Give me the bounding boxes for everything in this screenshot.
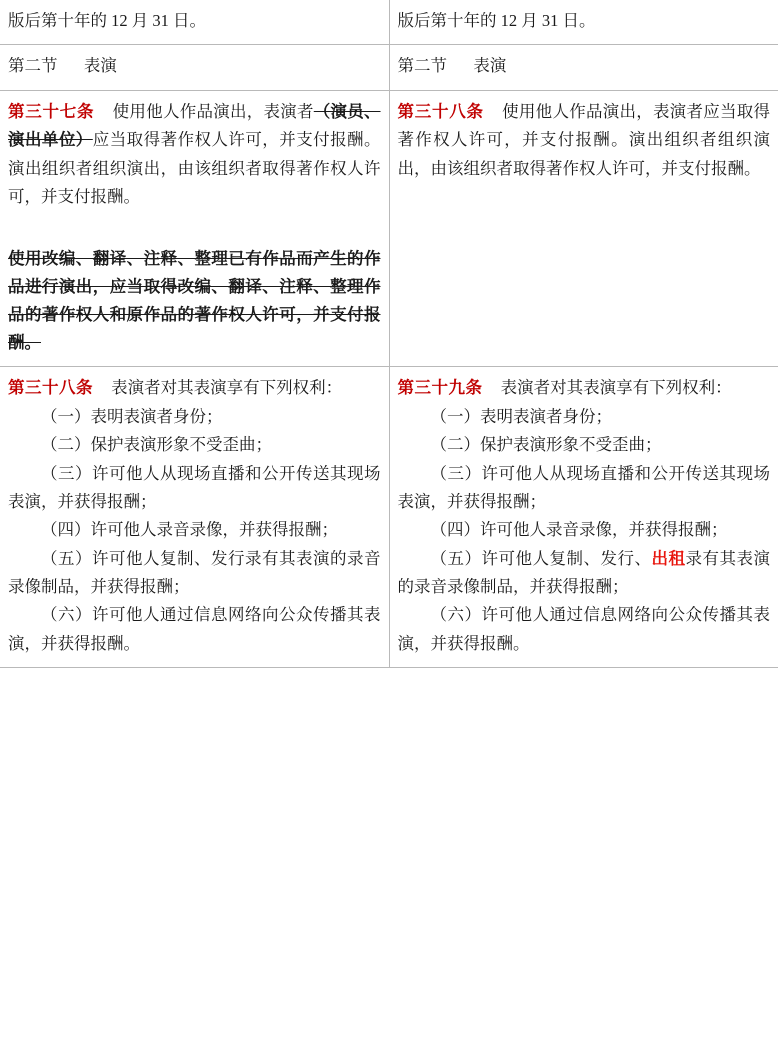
list-item: （四）许可他人录音录像，并获得报酬； [41, 520, 338, 540]
paragraph-text: 版后第十年的 12 月 31 日。 [8, 11, 206, 30]
list-item: （六）许可他人通过信息网络向公众传播其表演，并获得报酬。 [397, 605, 770, 653]
list-item-text-before: （五）许可他人复制、发行、 [430, 548, 652, 568]
table-cell-old-version [0, 367, 389, 668]
article-number: 第三十九条 [397, 378, 483, 398]
section-title: 表演 [473, 56, 507, 76]
list-item: （四）许可他人录音录像，并获得报酬； [430, 520, 728, 540]
article-text-before: 使用他人作品演出，表演 [112, 101, 297, 121]
paragraph-spacer [8, 211, 381, 245]
article-paragraph [8, 98, 381, 212]
list-item: （六）许可他人通过信息网络向公众传播其表演，并获得报酬。 [8, 605, 381, 653]
list-item: （二）保护表演形象不受歪曲； [430, 435, 662, 455]
table-row [0, 367, 778, 668]
table-row [0, 90, 778, 367]
table-cell-new-version [389, 0, 778, 45]
list-item: （三）许可他人从现场直播和公开传送其现场表演，并获得报酬； [8, 463, 381, 511]
list-item-highlighted [398, 545, 771, 602]
list-item: （一）表明表演者身份； [41, 406, 223, 426]
section-label: 第二节 [397, 56, 447, 76]
table-row [0, 0, 778, 45]
section-heading [398, 52, 771, 80]
section-title: 表演 [83, 56, 117, 76]
article-lead-text: 表演者对其表演享有下列权利： [500, 378, 732, 398]
table-cell-new-version [389, 45, 778, 90]
article-number: 第三十八条 [8, 378, 93, 398]
article-text-after: 应当取得著作权人许可，并支付报酬。演出组织者组织演出，由该组织者取得著作权人许可，并支付报酬。 [8, 130, 381, 206]
article-text-line2: 者 [296, 101, 314, 121]
article-paragraph [8, 374, 381, 402]
highlighted-term: 出租 [651, 548, 686, 568]
section-label: 第二节 [8, 56, 58, 76]
list-item-text-after: 录有其表演的录音录像制品，并获得报酬； [397, 548, 770, 597]
struck-paragraph: 使用改编、翻译、注释、整理已有作品而产生的作品进行演出，应当取得改编、翻译、注释、整理作品的著作权人和原作品的著作权人许可，并支付报酬。 [8, 249, 381, 353]
article-text: 使用他人作品演出，表演者应当取得著作权人许可，并支付报酬。演出组织者组织演出，由该组织者取得著作权人许可，并支付报酬。 [397, 101, 771, 178]
struck-bracket-text: （演员、演出单位） [8, 101, 381, 150]
list-item: （一）表明表演者身份； [430, 406, 612, 426]
paragraph-text: 版后第十年的 12 月 31 日。 [397, 11, 596, 30]
table-cell-old-version [0, 90, 389, 367]
section-heading [8, 52, 381, 80]
article-paragraph [398, 374, 771, 402]
table-cell-old-version [0, 0, 389, 45]
article-lead-text: 表演者对其表演享有下列权利： [111, 378, 343, 398]
list-item: （二）保护表演形象不受歪曲； [41, 435, 272, 455]
article-number: 第三十七条 [8, 101, 95, 121]
table-cell-old-version [0, 45, 389, 90]
list-item: （五）许可他人复制、发行录有其表演的录音录像制品，并获得报酬； [8, 548, 381, 597]
article-paragraph [398, 98, 771, 183]
table-row [0, 45, 778, 90]
table-cell-new-version [389, 90, 778, 367]
list-item: （三）许可他人从现场直播和公开传送其现场表演，并获得报酬； [397, 463, 770, 511]
article-number: 第三十八条 [397, 101, 484, 121]
table-cell-new-version [389, 367, 778, 668]
